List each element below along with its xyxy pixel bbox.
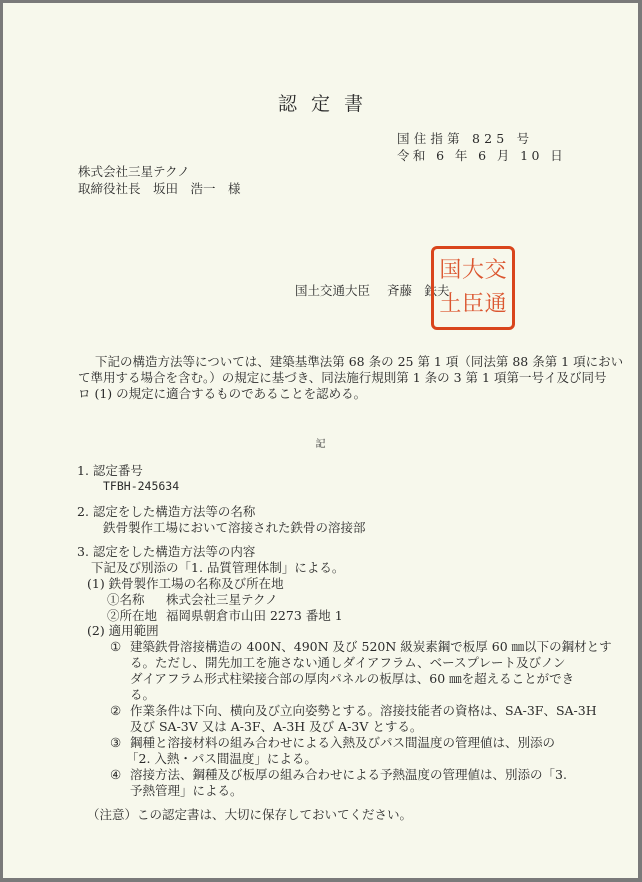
point-line: 作業条件は下向、横向及び立向姿勢とする。溶接技能者の資格は、SA-3F、SA-3H xyxy=(130,703,597,718)
recipient-person: 取締役社長 坂田 浩一 様 xyxy=(78,181,241,196)
factory-name-value: 株式会社三星テクノ xyxy=(166,592,278,607)
document-title: 認定書 xyxy=(277,93,377,115)
caution-note: （注意）この認定書は、大切に保存しておいてください。 xyxy=(87,807,413,822)
point-marker: ② xyxy=(110,703,122,718)
point-line: 「2. 入熱・パス間温度」による。 xyxy=(126,751,317,766)
recipient-company: 株式会社三星テクノ xyxy=(78,164,190,179)
point-marker: ③ xyxy=(110,735,122,750)
seal-char: 臣 xyxy=(461,292,484,317)
point-line: 及び SA-3V 又は A-3F、A-3H 及び A-3V とする。 xyxy=(130,719,423,734)
document-number: 国住指第 825 号 xyxy=(397,131,534,146)
factory-heading: (1) 鉄骨製作工場の名称及び所在地 xyxy=(87,576,284,591)
factory-address-value: 福岡県朝倉市山田 2273 番地 1 xyxy=(166,608,343,623)
issuer-name: 斉藤 鉄夫 xyxy=(387,283,450,298)
point-line: る。 xyxy=(130,687,156,702)
seal-char: 大 xyxy=(461,258,484,283)
issue-date: 令和 6 年 6 月 10 日 xyxy=(397,148,567,163)
item2-heading: 2. 認定をした構造方法等の名称 xyxy=(77,504,256,519)
preamble-line: 下記の構造方法等については、建築基準法第 68 条の 25 第 1 項（同法第 88 条第 1 項におい xyxy=(95,354,624,369)
seal-char: 土 xyxy=(439,292,462,317)
item1-heading: 1. 認定番号 xyxy=(77,463,143,478)
point-line: ダイアフラム形式柱梁接合部の厚肉パネルの板厚は、60 ㎜を超えることができ xyxy=(130,671,575,686)
official-seal-icon xyxy=(431,246,515,330)
seal-char: 国 xyxy=(439,258,462,283)
seal-char: 交 xyxy=(484,258,507,283)
point-line: 建築鉄骨溶接構造の 400N、490N 及び 520N 級炭素鋼で板厚 60 ㎜以下の鋼材とす xyxy=(130,639,612,654)
item3-intro: 下記及び別添の「1. 品質管理体制」による。 xyxy=(91,560,345,575)
seal-char: 通 xyxy=(484,292,507,317)
factory-name-label: ①名称 xyxy=(107,592,145,607)
point-line: 溶接方法、鋼種及び板厚の組み合わせによる予熱温度の管理値は、別添の「3. xyxy=(130,767,567,782)
issuer-title: 国土交通大臣 xyxy=(295,283,371,298)
scope-heading: (2) 適用範囲 xyxy=(87,623,159,638)
factory-address-label: ②所在地 xyxy=(107,608,158,623)
ki-label: 記 xyxy=(315,439,326,450)
preamble-line: ロ (1) の規定に適合するものであることを認める。 xyxy=(78,386,367,401)
preamble-line: て準用する場合を含む。）の規定に基づき、同法施行規則第 1 条の 3 第 1 項第一号イ及び同号 xyxy=(78,370,607,385)
point-marker: ① xyxy=(110,639,122,654)
point-marker: ④ xyxy=(110,767,122,782)
point-line: 鋼種と溶接材料の組み合わせによる入熱及びパス間温度の管理値は、別添の xyxy=(130,735,556,750)
certificate-page xyxy=(3,3,638,878)
item3-heading: 3. 認定をした構造方法等の内容 xyxy=(77,544,256,559)
certification-number: TFBH-245634 xyxy=(103,479,180,493)
point-line: る。ただし、開先加工を施さない通しダイアフラム、ベースプレート及びノン xyxy=(130,655,566,670)
point-line: 予熱管理」による。 xyxy=(130,783,243,798)
item2-value: 鉄骨製作工場において溶接された鉄骨の溶接部 xyxy=(103,520,366,535)
